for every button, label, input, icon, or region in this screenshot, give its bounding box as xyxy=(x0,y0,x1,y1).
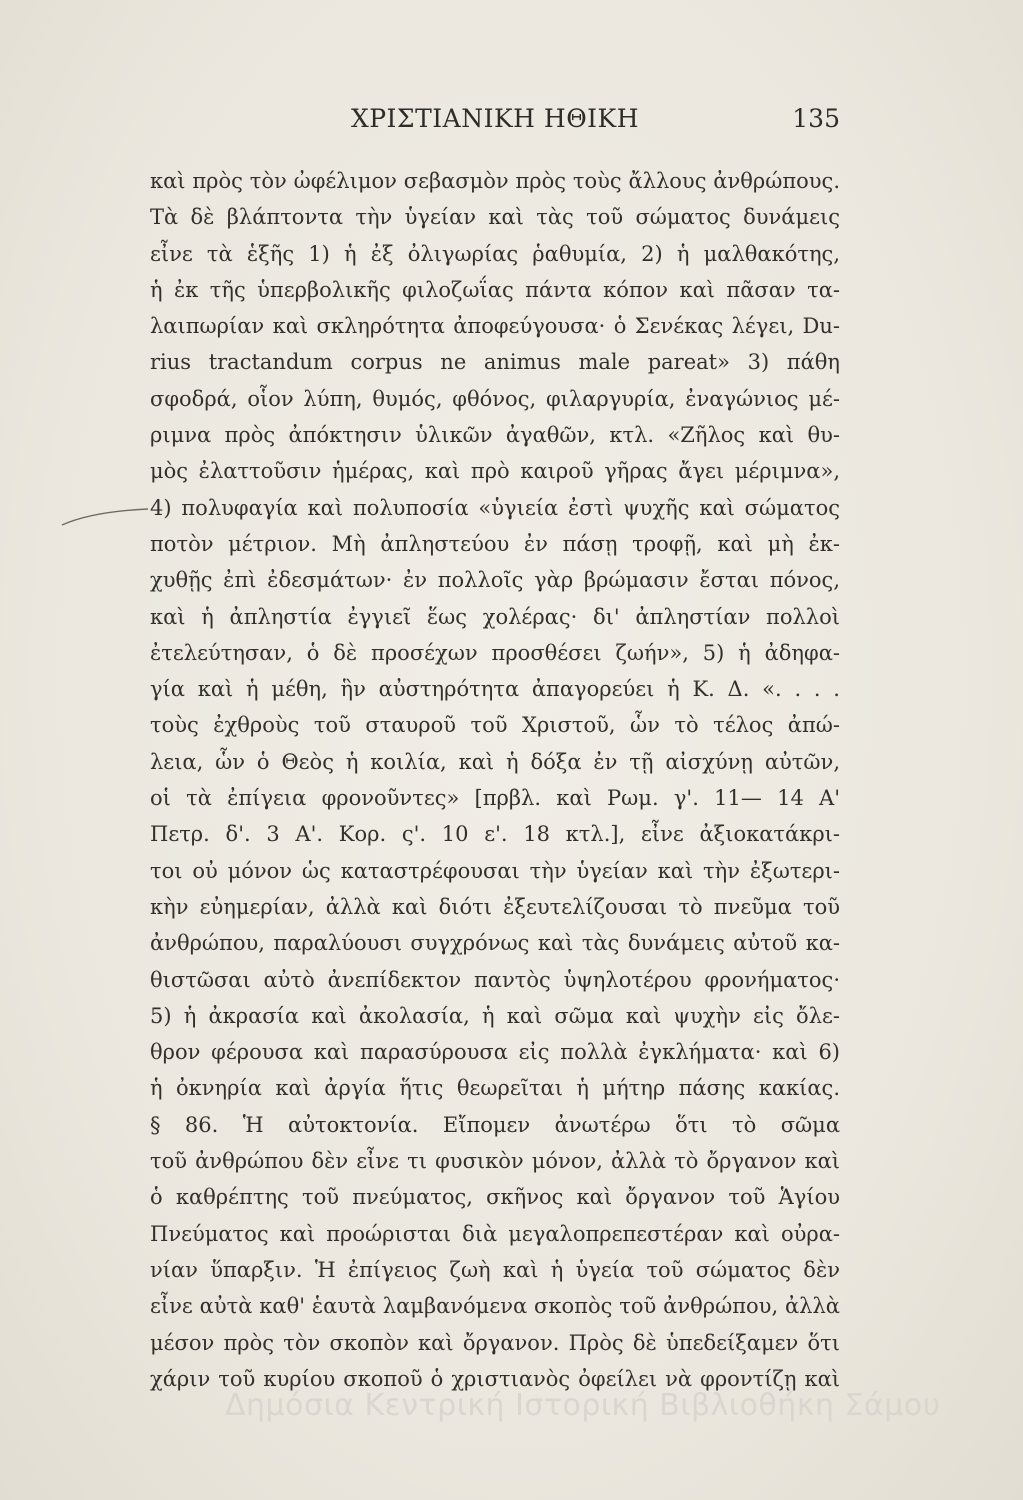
text-line: τοι οὐ μόνον ὡς καταστρέφουσαι τὴν ὑγείαν καὶ τὴν ἐξωτερι- xyxy=(150,858,840,883)
text-line: θιστῶσαι αὐτὸ ἀνεπίδεκτον παντὸς ὑψηλοτέρου φρονήματος· xyxy=(150,967,840,992)
text-line: Πετρ. δ'. 3 Α'. Κορ. ς'. 10 ε'. 18 κτλ.], εἶνε ἀξιοκατάκρι- xyxy=(150,822,840,847)
page-header xyxy=(150,98,840,138)
text-line: μὸς ἐλαττοῦσιν ἡμέρας, καὶ πρὸ καιροῦ γῆρας ἄγει μέριμνα», xyxy=(150,459,840,484)
text-line: Πνεύματος καὶ προώρισται διὰ μεγαλοπρεπεστέραν καὶ οὐρα- xyxy=(150,1221,840,1246)
body-text xyxy=(150,163,840,1397)
text-line: μέσον πρὸς τὸν σκοπὸν καὶ ὄργανον. Πρὸς δὲ ὑπεδείξαμεν ὅτι xyxy=(150,1330,840,1355)
text-line: 5) ἡ ἀκρασία καὶ ἀκολασία, ἡ καὶ σῶμα καὶ ψυχὴν εἰς ὄλε- xyxy=(150,1003,840,1028)
text-line: γία καὶ ἡ μέθη, ἣν αὐστηρότητα ἀπαγορεύει ἡ Κ. Δ. «. . . . xyxy=(150,677,840,702)
text-line: τοὺς ἐχθροὺς τοῦ σταυροῦ τοῦ Χριστοῦ, ὧν τὸ τέλος ἀπώ- xyxy=(150,713,840,738)
text-line: καὶ πρὸς τὸν ὠφέλιμον σεβασμὸν πρὸς τοὺς ἄλλους ἀνθρώπους. xyxy=(150,169,840,193)
page-number: 135 xyxy=(792,104,840,133)
text-line: κὴν εὐημερίαν, ἀλλὰ καὶ διότι ἐξευτελίζουσαι τὸ πνεῦμα τοῦ xyxy=(150,894,840,919)
text-line: οἱ τὰ ἐπίγεια φρονοῦντες» [πρβλ. καὶ Ρωμ. γ'. 11— 14 Α' xyxy=(150,786,840,811)
text-line: § 86. Ἡ αὐτοκτονία. Εἴπομεν ἀνωτέρω ὅτι τὸ σῶμα xyxy=(150,1112,840,1137)
text-line: λαιπωρίαν καὶ σκληρότητα ἀποφεύγουσα· ὁ Σενέκας λέγει, Du- xyxy=(150,314,840,339)
margin-pencil-mark xyxy=(60,505,150,527)
text-line: ριμνα πρὸς ἀπόκτησιν ὑλικῶν ἀγαθῶν, κτλ. «Ζῆλος καὶ θυ- xyxy=(150,423,840,448)
running-title: ΧΡΙΣΤΙΑΝΙΚΗ ΗΘΙΚΗ xyxy=(350,104,640,133)
text-line: ποτὸν μέτριον. Μὴ ἀπληστεύου ἐν πάσῃ τροφῇ, καὶ μὴ ἐκ- xyxy=(150,531,840,556)
text-line: ἡ ἐκ τῆς ὑπερβολικῆς φιλοζωΐας πάντα κόπον καὶ πᾶσαν τα- xyxy=(150,277,840,302)
text-line: λεια, ὧν ὁ Θεὸς ἡ κοιλία, καὶ ἡ δόξα ἐν τῇ αἰσχύνῃ αὐτῶν, xyxy=(150,749,840,774)
text-line: νίαν ὕπαρξιν. Ἡ ἐπίγειος ζωὴ καὶ ἡ ὑγεία τοῦ σώματος δὲν xyxy=(150,1257,840,1282)
library-watermark: Δημόσια Κεντρική Ιστορική Βιβλιοθήκη Σάμου xyxy=(225,1388,941,1423)
text-line: 4) πολυφαγία καὶ πολυποσία «ὑγιεία ἐστὶ ψυχῆς καὶ σώματος xyxy=(150,495,840,520)
text-line: rius tractandum corpus ne animus male pareat» 3) πάθη xyxy=(150,350,840,375)
text-line: θρον φέρουσα καὶ παρασύρουσα εἰς πολλὰ ἐγκλήματα· καὶ 6) xyxy=(150,1040,840,1065)
text-line: χυθῇς ἐπὶ ἐδεσμάτων· ἐν πολλοῖς γὰρ βρώμασιν ἔσται πόνος, xyxy=(150,568,840,593)
text-line: εἶνε τὰ ἑξῆς 1) ἡ ἐξ ὀλιγωρίας ῥαθυμία, 2) ἡ μαλθακότης, xyxy=(150,241,840,266)
text-line: Τὰ δὲ βλάπτοντα τὴν ὑγείαν καὶ τὰς τοῦ σώματος δυνάμεις xyxy=(150,205,840,230)
text-line: εἶνε αὐτὰ καθ' ἑαυτὰ λαμβανόμενα σκοπὸς τοῦ ἀνθρώπου, ἀλλὰ xyxy=(150,1294,840,1319)
text-line: σφοδρά, οἷον λύπη, θυμός, φθόνος, φιλαργυρία, ἐναγώνιος μέ- xyxy=(150,386,840,411)
text-line: ἡ ὀκνηρία καὶ ἀργία ἥτις θεωρεῖται ἡ μήτηρ πάσης κακίας. xyxy=(150,1076,840,1101)
text-line: ὁ καθρέπτης τοῦ πνεύματος, σκῆνος καὶ ὄργανον τοῦ Ἁγίου xyxy=(150,1185,840,1210)
text-line: ἐτελεύτησαν, ὁ δὲ προσέχων προσθέσει ζωήν», 5) ἡ ἀδηφα- xyxy=(150,640,840,665)
text-line: ἀνθρώπου, παραλύουσι συγχρόνως καὶ τὰς δυνάμεις αὐτοῦ κα- xyxy=(150,931,840,956)
text-line: χάριν τοῦ κυρίου σκοποῦ ὁ χριστιανὸς ὀφείλει νὰ φροντίζῃ καὶ xyxy=(150,1366,840,1391)
text-line: καὶ ἡ ἀπληστία ἐγγιεῖ ἕως χολέρας· δι' ἀπληστίαν πολλοὶ xyxy=(150,604,840,629)
text-line: τοῦ ἀνθρώπου δὲν εἶνε τι φυσικὸν μόνον, ἀλλὰ τὸ ὄργανον καὶ xyxy=(150,1149,840,1174)
